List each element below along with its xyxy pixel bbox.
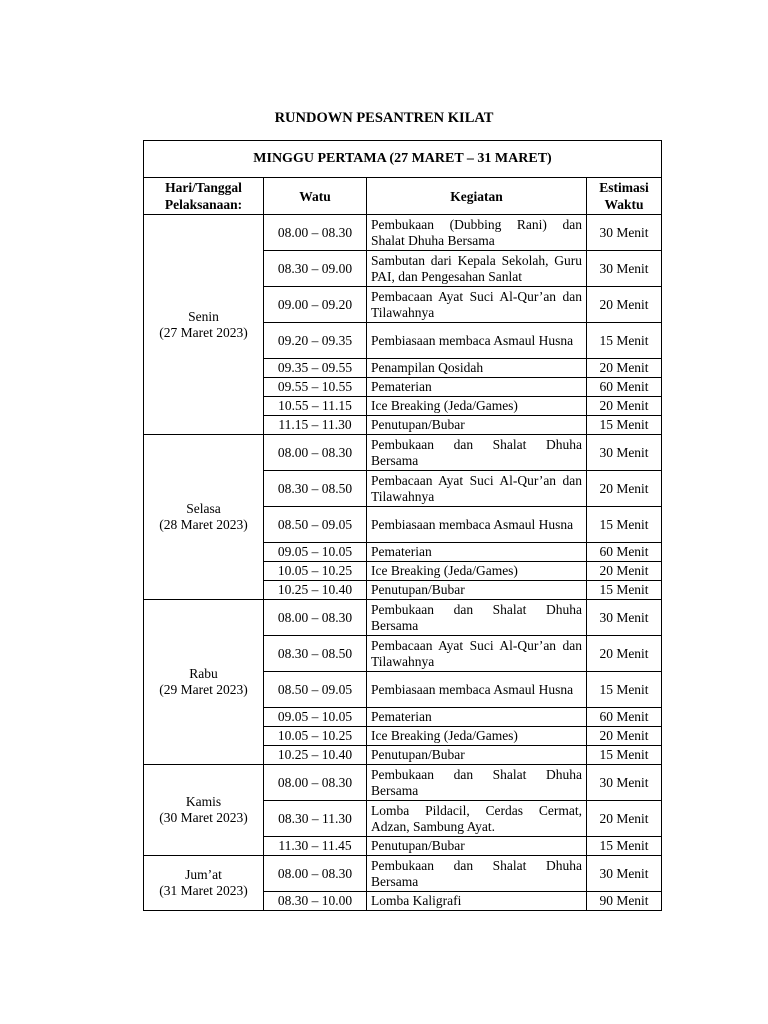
- header-row: [144, 178, 662, 215]
- week-banner-row: [144, 141, 662, 178]
- rundown-table: [143, 140, 662, 911]
- day-date: (27 Maret 2023): [159, 324, 248, 340]
- activity-cell: Sambutan dari Kepala Sekolah, Guru PAI, dan Pengesahan Sanlat: [367, 251, 587, 287]
- day-date: (28 Maret 2023): [159, 517, 248, 532]
- activity-cell: Pembukaan dan Shalat Dhuha Bersama: [367, 600, 587, 636]
- time-cell: 10.25 – 10.40: [264, 581, 367, 600]
- estimate-cell: 20 Menit: [587, 801, 662, 837]
- estimate-cell: 60 Menit: [587, 543, 662, 562]
- time-cell: 10.55 – 11.15: [264, 397, 367, 416]
- time-cell: 08.00 – 08.30: [264, 435, 367, 471]
- header-time: Watu: [264, 178, 367, 215]
- estimate-cell: 15 Menit: [587, 507, 662, 543]
- estimate-cell: 60 Menit: [587, 708, 662, 727]
- activity-cell: Pembacaan Ayat Suci Al-Qur’an dan Tilawahnya: [367, 471, 587, 507]
- header-day: Hari/Tanggal Pelaksanaan:: [144, 178, 264, 215]
- rundown-body: [144, 215, 662, 911]
- table-row: [144, 600, 662, 636]
- activity-cell: Pembiasaan membaca Asmaul Husna: [367, 672, 587, 708]
- time-cell: 09.05 – 10.05: [264, 543, 367, 562]
- time-cell: 11.30 – 11.45: [264, 837, 367, 856]
- day-date: (31 Maret 2023): [159, 883, 248, 898]
- activity-cell: Ice Breaking (Jeda/Games): [367, 562, 587, 581]
- estimate-cell: 20 Menit: [587, 359, 662, 378]
- time-cell: 08.50 – 09.05: [264, 507, 367, 543]
- estimate-cell: 90 Menit: [587, 892, 662, 911]
- time-cell: 10.25 – 10.40: [264, 746, 367, 765]
- estimate-cell: 15 Menit: [587, 323, 662, 359]
- activity-cell: Pembiasaan membaca Asmaul Husna: [367, 323, 587, 359]
- day-name: Selasa: [186, 501, 221, 516]
- activity-cell: Pematerian: [367, 708, 587, 727]
- day-name: Jum’at: [185, 867, 222, 882]
- time-cell: 10.05 – 10.25: [264, 727, 367, 746]
- estimate-cell: 15 Menit: [587, 672, 662, 708]
- time-cell: 08.00 – 08.30: [264, 765, 367, 801]
- estimate-cell: 30 Menit: [587, 251, 662, 287]
- activity-cell: Pembacaan Ayat Suci Al-Qur’an dan Tilawahnya: [367, 287, 587, 323]
- activity-cell: Penampilan Qosidah: [367, 359, 587, 378]
- day-cell: [144, 215, 264, 435]
- day-cell: [144, 856, 264, 911]
- day-cell: [144, 765, 264, 856]
- time-cell: 08.50 – 09.05: [264, 672, 367, 708]
- table-row: [144, 435, 662, 471]
- estimate-cell: 20 Menit: [587, 397, 662, 416]
- estimate-cell: 20 Menit: [587, 287, 662, 323]
- time-cell: 08.30 – 09.00: [264, 251, 367, 287]
- day-name: Rabu: [189, 666, 218, 681]
- activity-cell: Pembukaan dan Shalat Dhuha Bersama: [367, 856, 587, 892]
- time-cell: 08.00 – 08.30: [264, 600, 367, 636]
- estimate-cell: 30 Menit: [587, 215, 662, 251]
- time-cell: 08.30 – 10.00: [264, 892, 367, 911]
- activity-cell: Pembukaan (Dubbing Rani) dan Shalat Dhuha Bersama: [367, 215, 587, 251]
- estimate-cell: 15 Menit: [587, 416, 662, 435]
- activity-cell: Pembiasaan membaca Asmaul Husna: [367, 507, 587, 543]
- time-cell: 08.00 – 08.30: [264, 856, 367, 892]
- time-cell: 08.30 – 08.50: [264, 636, 367, 672]
- table-row: [144, 856, 662, 892]
- time-cell: 10.05 – 10.25: [264, 562, 367, 581]
- estimate-cell: 30 Menit: [587, 765, 662, 801]
- activity-cell: Pematerian: [367, 543, 587, 562]
- estimate-cell: 20 Menit: [587, 562, 662, 581]
- estimate-cell: 30 Menit: [587, 435, 662, 471]
- estimate-cell: 20 Menit: [587, 727, 662, 746]
- activity-cell: Penutupan/Bubar: [367, 746, 587, 765]
- day-cell: [144, 435, 264, 600]
- day-date: (29 Maret 2023): [159, 682, 248, 697]
- activity-cell: Pematerian: [367, 378, 587, 397]
- activity-cell: Lomba Kaligrafi: [367, 892, 587, 911]
- activity-cell: Penutupan/Bubar: [367, 581, 587, 600]
- table-row: [144, 765, 662, 801]
- time-cell: 11.15 – 11.30: [264, 416, 367, 435]
- activity-cell: Ice Breaking (Jeda/Games): [367, 727, 587, 746]
- activity-cell: Penutupan/Bubar: [367, 416, 587, 435]
- time-cell: 09.35 – 09.55: [264, 359, 367, 378]
- estimate-cell: 60 Menit: [587, 378, 662, 397]
- estimate-cell: 15 Menit: [587, 746, 662, 765]
- time-cell: 08.00 – 08.30: [264, 215, 367, 251]
- header-activity: Kegiatan: [367, 178, 587, 215]
- estimate-cell: 30 Menit: [587, 856, 662, 892]
- activity-cell: Lomba Pildacil, Cerdas Cermat, Adzan, Sambung Ayat.: [367, 801, 587, 837]
- table-row: [144, 215, 662, 251]
- page-title: RUNDOWN PESANTREN KILAT: [274, 110, 494, 126]
- estimate-cell: 20 Menit: [587, 471, 662, 507]
- time-cell: 08.30 – 11.30: [264, 801, 367, 837]
- estimate-cell: 15 Menit: [587, 837, 662, 856]
- day-name: Senin: [188, 308, 219, 324]
- day-name: Kamis: [185, 794, 222, 809]
- time-cell: 09.55 – 10.55: [264, 378, 367, 397]
- activity-cell: Pembukaan dan Shalat Dhuha Bersama: [367, 765, 587, 801]
- activity-cell: Ice Breaking (Jeda/Games): [367, 397, 587, 416]
- estimate-cell: 30 Menit: [587, 600, 662, 636]
- time-cell: 09.20 – 09.35: [264, 323, 367, 359]
- day-cell: [144, 600, 264, 765]
- header-estimate: Estimasi Waktu: [587, 178, 662, 215]
- time-cell: 09.05 – 10.05: [264, 708, 367, 727]
- time-cell: 09.00 – 09.20: [264, 287, 367, 323]
- estimate-cell: 20 Menit: [587, 636, 662, 672]
- activity-cell: Pembacaan Ayat Suci Al-Qur’an dan Tilawahnya: [367, 636, 587, 672]
- time-cell: 08.30 – 08.50: [264, 471, 367, 507]
- activity-cell: Pembukaan dan Shalat Dhuha Bersama: [367, 435, 587, 471]
- week-title: MINGGU PERTAMA (27 MARET – 31 MARET): [144, 141, 662, 178]
- activity-cell: Penutupan/Bubar: [367, 837, 587, 856]
- estimate-cell: 15 Menit: [587, 581, 662, 600]
- day-date: (30 Maret 2023): [159, 810, 248, 825]
